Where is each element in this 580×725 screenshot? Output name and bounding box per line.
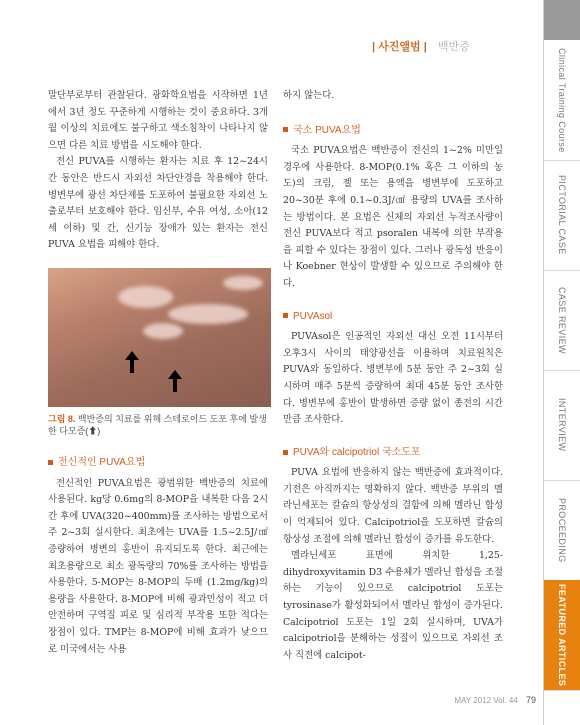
paragraph: 국소 PUVA요법은 백반증이 전신의 1~2% 미만일 경우에 사용한다. 8-MOP(0.1% 혹은 그 이하의 농도)의 크림, 젤 또는 용액을 병변부에 도포하고 20~30분 후에 0.1~0.3J/㎠ 용량의 UVA를 조사하는 방법이다. 본 요법은 신체의 자외선 누적조사량이 전신 PUVA보다 적고 psoralen 내복에 의한 부작용을 피할 수 있다는 장점이 있다. 그러나 광독성 반응이나 Koebner 현상이 발생할 수 있으므로 주의해야 한다.	[283, 145, 503, 289]
issue-label: MAY 2012 Vol. 44	[454, 696, 518, 705]
caption-text: 백반증의 치료를 위해 스테로이드 도포 후에 발생한 다모증(	[48, 414, 267, 436]
square-bullet-icon	[283, 313, 288, 318]
section-heading: PUVAsol	[283, 309, 503, 326]
section-heading: 전신적인 PUVA요법	[48, 455, 268, 472]
arrow-up-icon	[125, 351, 139, 373]
section-heading: 국소 PUVA요법	[283, 123, 503, 140]
left-column	[48, 88, 268, 254]
square-bullet-icon	[48, 460, 53, 465]
section-subtitle: 백반증	[437, 41, 470, 53]
paragraph: 하지 않는다.	[283, 90, 335, 101]
caption-end: )	[97, 426, 101, 436]
section-heading: PUVA와 calcipotriol 국소도포	[283, 445, 503, 462]
right-column	[283, 88, 503, 664]
tab-interview[interactable]: INTERVIEW	[544, 370, 580, 481]
tab-case-review[interactable]: CASE REVIEW	[544, 270, 580, 371]
square-bullet-icon	[283, 450, 288, 455]
left-column-lower	[48, 455, 268, 658]
tab-proceeding[interactable]: PROCEEDING	[544, 480, 580, 581]
sidebar-top-block	[544, 0, 580, 40]
clinical-photo	[48, 268, 271, 407]
paragraph: 말단부로부터 관찰된다. 광화학요법을 시작하면 1년에서 3년 정도 꾸준하게 시행하는 것이 중요하다. 3개월 이상의 치료에도 불구하고 색소침착이 나타나지 않으면 다른 치료 방법을 시도해야 한다.	[48, 90, 268, 151]
tab-clinical-training-course[interactable]: Clinical Training Course	[544, 40, 580, 161]
tab-pictorial-case[interactable]: PICTORIAL CASE	[544, 160, 580, 271]
section-title: | 사진앨범 |	[372, 41, 427, 53]
section-sidebar	[543, 0, 580, 725]
page-number: 79	[525, 695, 536, 705]
paragraph: PUVA 요법에 반응하지 않는 백반증에 효과적이다. 기전은 아직까지는 명확하지 않다. 백반증 부위의 멜라닌세포는 칼슘의 항상성의 결함에 의해 멜라닌 합성이 억제되어 있다. Calcipotriol을 도포하면 칼슘의 항상성 조절에 의해 멜라닌 합성이 증가를 유도한다.	[283, 467, 503, 545]
figure-caption	[48, 413, 273, 437]
caption-arrow: ⬆	[88, 426, 98, 436]
paragraph: 전신적인 PUVA요법은 광범위한 백반증의 치료에 사용된다. kg당 0.6mg의 8-MOP을 내복한 다음 2시간 후에 UVA(320~400mm)를 조사하는 방법으로서 주 2~3회 실시한다. 최초에는 UVA를 1.5~2.5J/㎠ 증량하여 병변의 홍반이 유지되도록 한다. 최근에는 최초용량으로 최소 광독량의 70%를 조사하는 방법을 사용한다. 5-MOP는 8-MOP의 두배 (1.2mg/kg)의 용량을 사용한다. 8-MOP에 비해 광과민성이 적고 더 안전하며 구역질 피로 및 심리적 부작용 또한 적다는 장점이 있다. TMP는 8-MOP에 비해 효과가 낮으므로 미국에서는 사용	[48, 477, 268, 655]
paragraph: PUVAsol은 인공적인 자외선 대신 오전 11시부터 오후3시 사이의 태양광선을 이용하며 치료원칙은 PUVA와 동일하다. 병변부에 5분 동안 주 2~3회 실시하며 매주 5분씩 증량하여 최대 45분 동안 조사한다. 병변부에 홍반이 발생하면 증량 없이 종전의 시간만큼 조사한다.	[283, 331, 503, 426]
paragraph: 멜라닌세포 표면에 위치한 1,25-dihydroxyvitamin D3 수용체가 멜라닌 합성을 조절하는 기능이 있으므로 calcipotriol 도포는 tyrosinase가 활성화되어서 멜라닌 합성이 증가된다. Calcipotriol 도포는 1일 2회 실시하며, UVA가 calcipotriol을 분해하는 성질이 있으므로 자외선 조사 직전에 calcipot-	[283, 550, 503, 661]
tab-featured-articles[interactable]: FEATURED ARTICLES	[544, 580, 580, 691]
square-bullet-icon	[283, 127, 288, 132]
page-header	[372, 38, 470, 54]
caption-label: 그림 8.	[48, 414, 76, 424]
page-footer	[454, 695, 536, 705]
arrow-up-icon	[168, 370, 182, 392]
paragraph: 전신 PUVA를 시행하는 환자는 치료 후 12~24시간 동안은 반드시 자외선 차단안경을 착용해야 한다. 병변부에 광선 차단제를 도포하여 불필요한 자외선 노출로부터 보호해야 한다. 임신부, 수유 여성, 소아(12세 이하) 및 간, 신기능 장애가 있는 환자는 전신 PUVA 요법을 피해야 한다.	[48, 156, 268, 251]
